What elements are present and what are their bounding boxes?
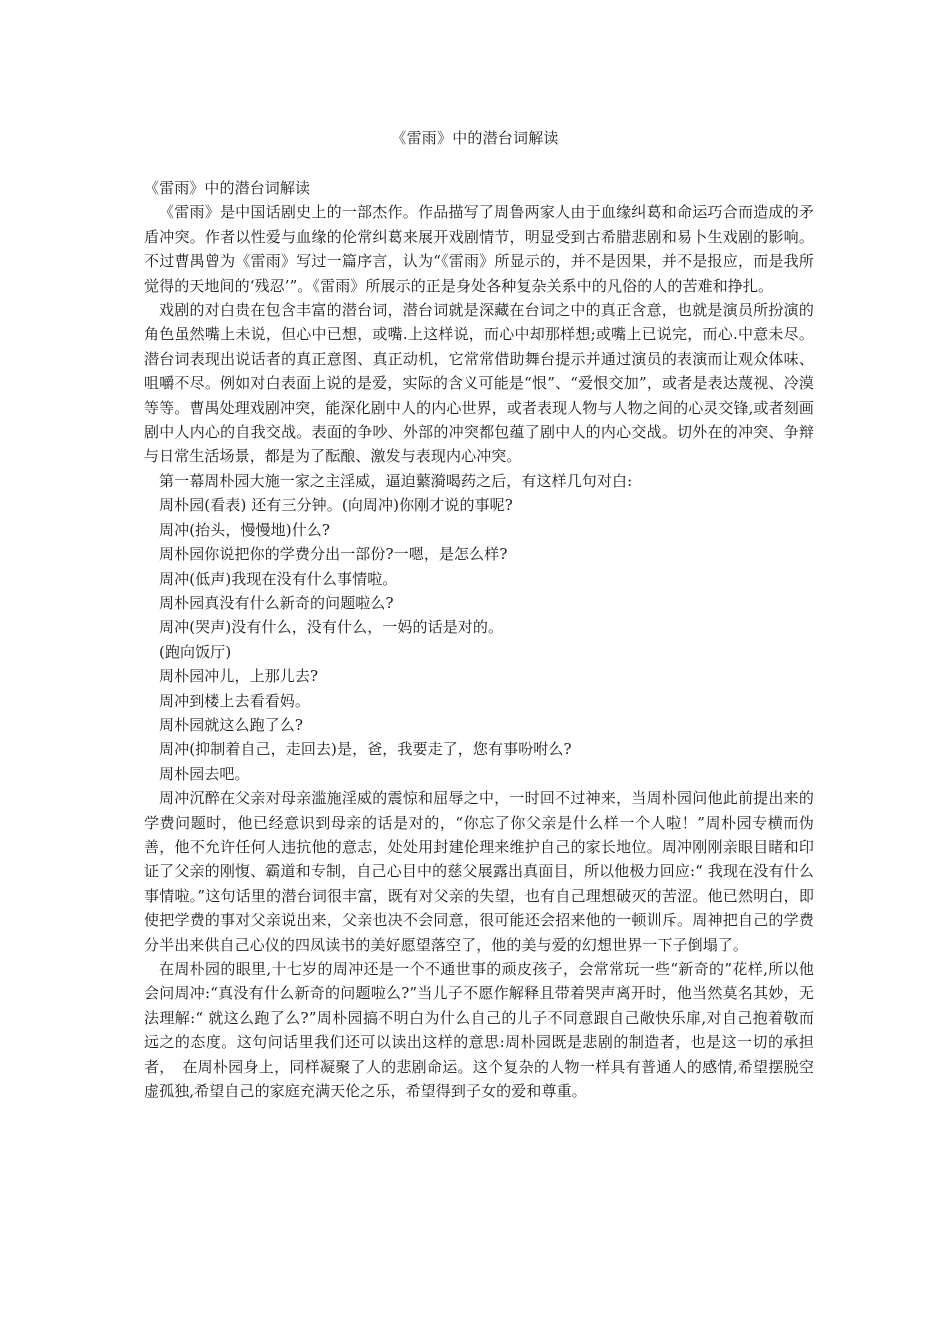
document-body — [144, 176, 814, 1103]
dialogue-line: 周冲(哭声)没有什么，没有什么，一妈的话是对的。 — [159, 618, 504, 637]
paragraph-analysis-zhoupuyuan: 在周朴园的眼里,十七岁的周冲还是一个不通世事的顽皮孩子，会常常玩一些“新奇的”花样,所以他会问周冲:“真没有什么新奇的问题啦么?”当儿子不愿作解释且带着哭声离开时，他当然莫名其妙，无法理解:“ 就这么跑了么?”周朴园搞不明白为什么自己的儿子不同意跟自己敞快乐扉,对自己抱着敬而远之的态度。这句问话里我们还可以读出这样的意思:周朴园既是悲剧的制造者，也是这一切的承担者， 在周朴园身上，同样凝聚了人的悲剧命运。这个复杂的人物一样具有普通人的感情,希望摆脱空虚孤独,希望自己的家庭充满天伦之乐，希望得到子女的爱和尊重。 — [144, 960, 814, 1101]
section-heading: 《雷雨》中的潜台词解读 — [144, 179, 311, 197]
dialogue-line: 周冲到楼上去看看妈。 — [159, 691, 311, 710]
dialogue-line: 周朴园去吧。 — [159, 764, 250, 783]
dialogue-line: 周朴园你说把你的学费分出一部份?一嗯，是怎么样? — [159, 545, 508, 564]
paragraph-scene-intro: 第一幕周朴园大施一家之主淫威，逼迫蘩漪喝药之后，有这样几句对白: — [159, 471, 633, 490]
dialogue-line: 周冲(抑制着自己，走回去)是，爸，我要走了，您有事吩咐么? — [159, 740, 572, 759]
dialogue-line: 周朴园真没有什么新奇的问题啦么? — [159, 593, 394, 612]
dialogue-line: 周朴园就这么跑了么? — [159, 715, 304, 734]
stage-direction: (跑向饭厅) — [159, 642, 232, 661]
dialogue-line: 周朴园(看表) 还有三分钟。(向周冲)你刚才说的事呢? — [159, 496, 513, 515]
paragraph-subtext: 戏剧的对白贵在包含丰富的潜台词，潜台词就是深藏在台词之中的真正含意，也就是演员所扮演的角色虽然嘴上未说，但心中已想，或嘴.上这样说，而心中却那样想;或嘴上已说完，而心.中意未尽。潜台词表现出说话者的真正意图、真正动机，它常常借助舞台提示并通过演员的表演而让观众体味、咀嚼不尽。例如对白表面上说的是爱，实际的含义可能是“恨”、“爱恨交加”，或者是表达蔑视、冷漠等等。曹禺处理戏剧冲突，能深化剧中人的内心世界，或者表现人物与人物之间的心灵交锋,或者刻画剧中人内心的自我交战。表面的争吵、外部的冲突都包蕴了剧中人的内心交战。切外在的冲突、争辩与日常生活场景，都是为了酝酿、激发与表现内心冲突。 — [144, 301, 814, 466]
document-title: 《雷雨》中的潜台词解读 — [391, 129, 559, 147]
dialogue-line: 周朴园冲儿，上那儿去? — [159, 667, 319, 686]
dialogue-line: 周冲(低声)我现在没有什么事情啦。 — [159, 569, 398, 588]
dialogue-line: 周冲(抬头，慢慢地)什么? — [159, 520, 331, 539]
paragraph-analysis-zhouchong: 周冲沉醉在父亲对母亲滥施淫威的震惊和屈辱之中，一时回不过神来，当周朴园问他此前提出来的学费问题时，他已经意识到母亲的话是对的，“你忘了你父亲是什么样一个人啦！”周朴园专横而伪善，他不允许任何人违抗他的意志，处处用封建伦理来维护自己的家长地位。周冲刚刚亲眼目睹和印证了父亲的刚愎、霸道和专制，自己心目中的慈父展露出真面目，所以他极力回应:“ 我现在没有什么事情啦。”这句话里的潜台词很丰富，既有对父亲的失望，也有自己理想破灭的苦涩。他已然明白，即使把学费的事对父亲说出来，父亲也决不会同意，很可能还会招来他的一顿训斥。周神把自己的学费分半出来供自己心仪的四凤读书的美好愿望落空了，他的美与爱的幻想世界一下子倒塌了。 — [144, 789, 814, 954]
paragraph-intro: 《雷雨》是中国话剧史上的一部杰作。作品描写了周鲁两家人由于血缘纠葛和命运巧合而造成的矛盾冲突。作者以性爱与血缘的伦常纠葛来展开戏剧情节，明显受到古希腊悲剧和易卜生戏剧的影响。不过曹禺曾为《雷雨》写过一篇序言，认为“《雷雨》所显示的，并不是因果，并不是报应，而是我所觉得的天地间的‘残忍’”。《雷雨》所展示的正是身处各种复杂关系中的凡俗的人的苦难和挣扎。 — [144, 203, 814, 295]
